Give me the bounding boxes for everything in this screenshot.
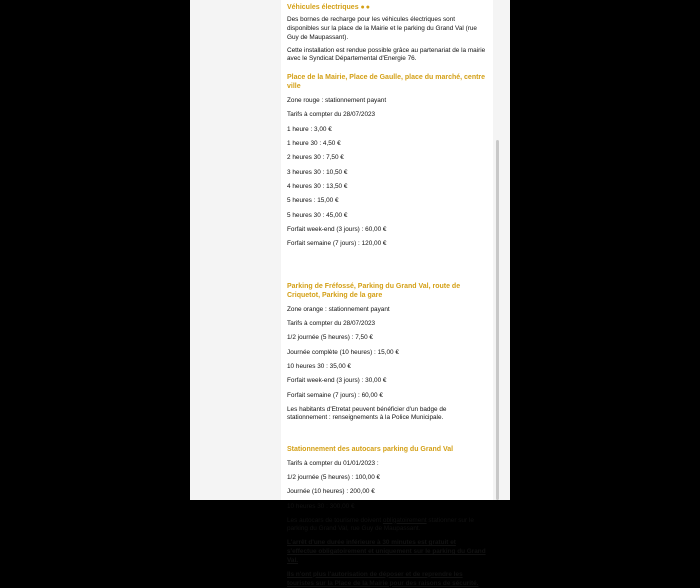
rate-line: Forfait semaine (7 jours) : 60,00 € [287, 391, 383, 399]
obligatoirement-underlined: obligatoirement [382, 516, 427, 524]
rate-line: Forfait week-end (3 jours) : 30,00 € [287, 377, 387, 385]
rate-line: 5 heures 30 : 45,00 € [287, 211, 348, 219]
rate-line: Forfait week-end (3 jours) : 60,00 € [287, 225, 387, 233]
rate-line: Journée (10 heures) : 200,00 € [287, 488, 375, 496]
rate-line: 2 heures 30 : 7,50 € [287, 154, 344, 162]
rate-line: 4 heures 30 : 13,50 € [287, 182, 348, 190]
rate-line: 10 heures 30 : 300,00 € [287, 502, 355, 510]
rate-line: Forfait semaine (7 jours) : 120,00 € [287, 240, 387, 248]
rate-line: 3 heures 30 : 10,50 € [287, 168, 348, 176]
ev-dots: ●● [360, 4, 372, 11]
coach-note: Les autocars de tourisme doivent obligatoirement stationner sur le parking du Grand Val, rue Guy de Maupassant. [287, 516, 474, 533]
scrollbar-thumb[interactable] [496, 140, 499, 500]
rate-line: 5 heures : 15,00 € [287, 197, 339, 205]
rate-line: 1/2 journée (5 heures) : 7,50 € [287, 334, 373, 342]
orange-zone-heading: Parking de Fréfossé, Parking du Grand Val, route de Criquetot, Parking de la gare [287, 283, 461, 300]
page-background [190, 0, 510, 587]
ev-paragraph-2: Cette installation est rendue possible grâce au partenariat de la mairie avec le Syndicat Départemental d'Energie 76. [287, 46, 486, 63]
red-zone-tarifs-date: Tarifs à compter du 28/07/2023 [287, 111, 376, 119]
rate-line: 1/2 journée (5 heures) : 100,00 € [287, 474, 381, 482]
red-zone-label: Zone rouge : stationnement payant [287, 96, 387, 104]
orange-zone-label: Zone orange : stationnement payant [287, 305, 390, 313]
coach-heading: Stationnement des autocars parking du Grand Val [287, 446, 454, 454]
coach-tarifs-date: Tarifs à compter du 01/01/2023 : [287, 459, 379, 467]
ev-heading: Véhicules électriques ●● [287, 4, 372, 11]
content-column [281, 0, 493, 587]
coach-drop-off-rule: Ils n'ont plus l'autorisation de déposer et de reprendre les touristes sur la Place de la Mairie pour des raisons de sécurité. [287, 570, 479, 587]
ev-paragraph-1: Des bornes de recharge pour les véhicules électriques sont disponibles sur la place de la Mairie et le parking du Grand Val (rue Guy de Maupassant). [287, 16, 477, 41]
red-zone-heading: Place de la Mairie, Place de Gaulle, place du marché, centre ville [287, 74, 486, 91]
resident-badge-note: Les habitants d'Etretat peuvent bénéficier d'un badge de stationnement : renseignements à la Police Municipale. [287, 405, 447, 422]
coach-stop-rule: L'arrêt d'une durée inférieure à 30 minutes est gratuit et s'effectue obligatoirement et uniquement sur le parking du Grand Val. [287, 539, 486, 564]
rate-line: 1 heure 30 : 4,50 € [287, 139, 341, 147]
rate-line: Journée complète (10 heures) : 15,00 € [287, 348, 399, 356]
rate-line: 1 heure : 3,00 € [287, 125, 332, 133]
orange-zone-tarifs-date: Tarifs à compter du 28/07/2023 [287, 320, 376, 328]
rate-line: 10 heures 30 : 35,00 € [287, 363, 351, 371]
